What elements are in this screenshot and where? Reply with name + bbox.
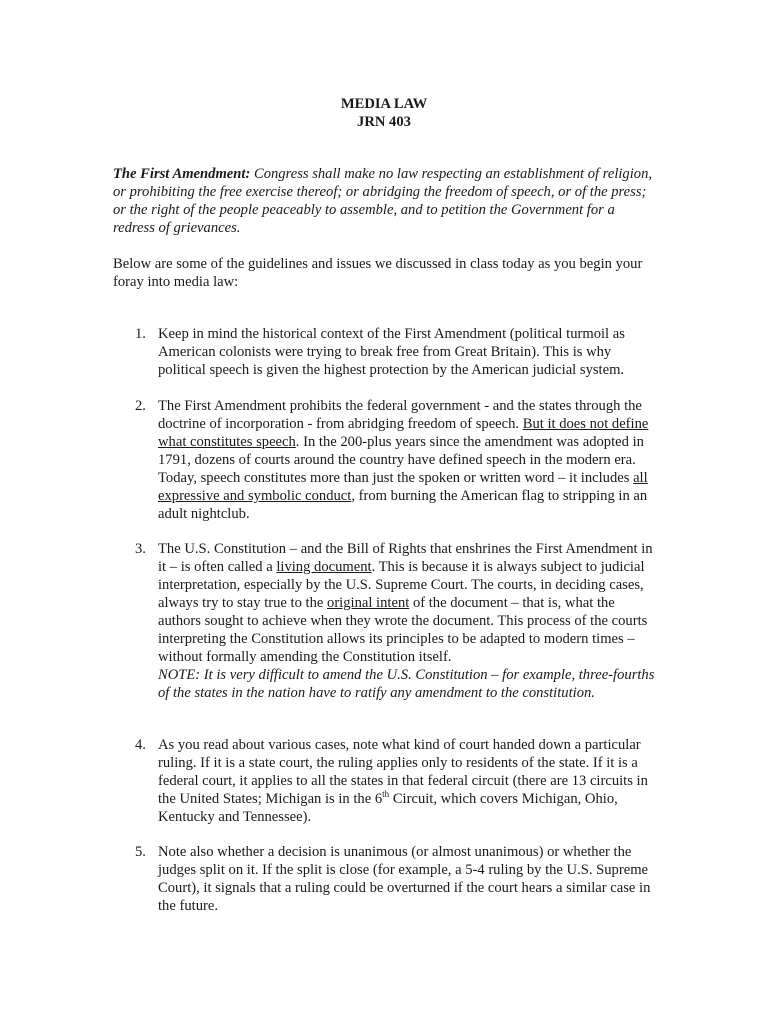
underlined-phrase: original intent <box>327 595 410 611</box>
text-segment: of the document – that is, what the authors sought to achieve when they wrote the document. This process of the courts interpreting the Constitution allows its principles to be adapted to modern times – without formally amending the Constitution itself. <box>158 595 648 665</box>
underlined-phrase: But it does not define what constitutes speech <box>158 416 649 450</box>
text-segment: The U.S. Constitution – and the Bill of Rights that enshrines the First Amendment in it – is often called a <box>158 541 653 575</box>
text-segment: , from burning the American flag to stripping in an adult nightclub. <box>158 488 648 522</box>
list-item-number: 5. <box>135 844 146 860</box>
amendment-label: The First Amendment: <box>113 166 251 182</box>
amendment-text: Congress shall make no law respecting an establishment of religion, or prohibiting the free exercise thereof; or abridging the freedom of speech, or of the press; or the right of the people peaceably to assemble, and to petition the Government for a redress of grievances. <box>113 166 653 236</box>
course-title: MEDIA LAW <box>340 96 428 112</box>
document-header <box>0 95 768 131</box>
ordinal-superscript: th <box>382 789 390 799</box>
text-segment: . In the 200-plus years since the amendment was adopted in 1791, dozens of courts around the country have defined speech in the modern era. Today, speech constitutes more than just the spoken or written word – it includes <box>158 434 644 486</box>
text-segment: Circuit, which covers Michigan, Ohio, Kentucky and Tennessee). <box>158 791 618 825</box>
text-segment: The First Amendment prohibits the federal government - and the states through the doctrine of incorporation - from abridging freedom of speech. <box>158 398 642 432</box>
list-item-number: 3. <box>135 541 146 557</box>
first-amendment-quote <box>113 165 658 237</box>
list-item-text: Note also whether a decision is unanimous (or almost unanimous) or whether the judges split on it. If the split is close (for example, a 5-4 ruling by the U.S. Supreme Court), it signals that a ruling could be overturned if the court hears a similar case in the future. <box>158 844 651 914</box>
intro-paragraph: Below are some of the guidelines and issues we discussed in class today as you begin your foray into media law: <box>113 256 643 290</box>
course-code: JRN 403 <box>357 114 411 130</box>
list-item-number: 1. <box>135 326 146 342</box>
underlined-phrase: all expressive and symbolic conduct <box>158 470 648 504</box>
list-item-number: 2. <box>135 398 146 414</box>
list-item-text <box>158 736 658 826</box>
list-item-number: 4. <box>135 737 146 753</box>
note-text: NOTE: It is very difficult to amend the U.S. Constitution – for example, three-fourths of the states in the nation have to ratify any amendment to the constitution. <box>158 667 655 701</box>
list-item-text: Keep in mind the historical context of the First Amendment (political turmoil as American colonists were trying to break free from Great Britain). This is why political speech is given the highest protection by the American judicial system. <box>158 326 625 378</box>
list-item-text <box>158 540 658 702</box>
list-item-text <box>158 397 658 523</box>
text-segment: As you read about various cases, note what kind of court handed down a particular ruling. If it is a state court, the ruling applies only to residents of the state. If it is a federal court, it applies to all the states in that federal circuit (there are 13 circuits in the United States; Michigan is in the 6 <box>158 737 648 807</box>
underlined-phrase: living document <box>276 559 372 575</box>
text-segment: . This is because it is always subject to judicial interpretation, especially by the U.S. Supreme Court. The courts, in deciding cases, always try to stay true to the <box>158 559 645 611</box>
